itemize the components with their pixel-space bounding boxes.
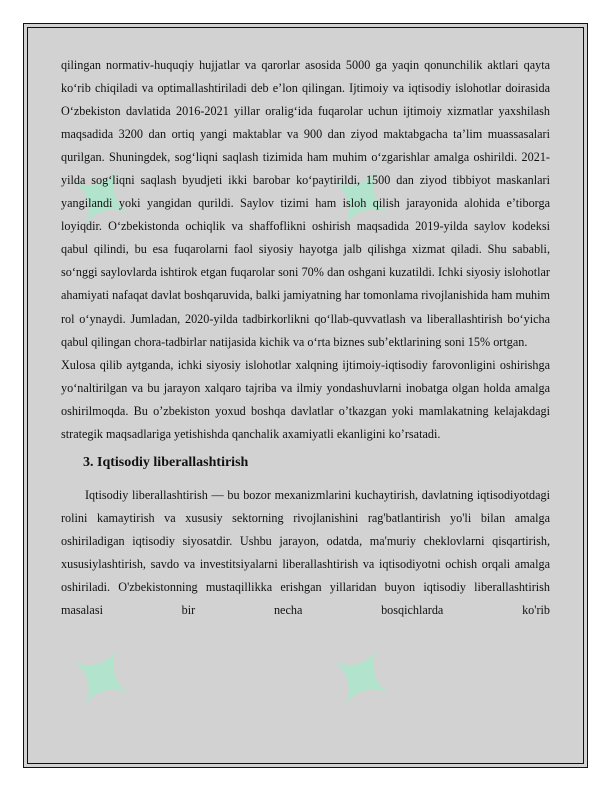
watermark-logo: ✦ (299, 135, 429, 256)
watermark-logo: ✦ (299, 615, 429, 736)
page-frame (23, 23, 588, 768)
paragraph-2: Xulosa qilib aytganda, ichki siyosiy islohotlar xalqning ijtimoiy-iqtisodiy farovonligini oshirishga yo‘naltirilgan va bu jarayon xalqaro tajriba va ilmiy yondashuvlarni inobatga olgan holda amalga oshirilmoqda. Bu o’zbekiston yoxud boshqa davlatlar o’tkazgan yoki mamlakatning kelajakdagi strategik maqsadlariga yetishishda qanchalik axamiyatli ekanligini ko’rsatadi. (61, 357, 550, 441)
section-heading: 3. Iqtisodiy liberallashtirish (83, 454, 249, 470)
watermark-logo: ✦ (39, 135, 169, 256)
watermark-logo: ✦ (39, 615, 169, 736)
paragraph-1: qilingan normativ-huquqiy hujjatlar va qarorlar asosida 5000 ga yaqin qonunchilik aktlari qayta ko‘rib chiqiladi va optimallashtiriladi deb e’lon qilingan. Ijtimoiy va iqtisodiy islohotlar doirasida O‘zbekiston davlatida 2016-2021 yillar oralig‘ida fuqarolar uchun ijtimoiy xizmatlar yaxshilash maqsadida 3200 dan ortiq yangi maktablar va 900 dan ziyod maktabgacha ta’lim muassasalari qurilgan. Shuningdek, sog‘liqni saqlash tizimida ham muhim o‘zgarishlar amalga oshirildi. 2021-yilda sog‘liqni saqlash byudjeti ikki barobar ko‘paytirildi, 1500 dan ziyod tibbiyot maskanlari yangilandi yoki yangidan qurildi. Saylov tizimi ham isloh qilish jarayonida alohida e’tiborga loyiqdir. O‘zbekistonda ochiqlik va shaffoflikni oshirish maqsadida 2019-yilda saylov kodeksi qabul qilindi, bu esa fuqarolarni faol siyosiy hayotga jalb qilishga xizmat qiladi. Shu sababli, so‘nggi saylovlarda ishtirok etgan fuqarolar soni 70% dan oshgani kuzatildi. Ichki siyosiy islohotlar ahamiyati nafaqat davlat boshqaruvida, balki jamiyatning har tomonlama rivojlanishida ham muhim rol o‘ynaydi. Jumladan, 2020-yilda tadbirkorlikni qo‘llab-quvvatlash va liberallashtirish bo‘yicha qabul qilingan chora-tadbirlar natijasida kichik va o‘rta biznes sub’ektlarining soni 15% ortgan. (61, 58, 550, 349)
document-body (61, 54, 550, 622)
paragraph-3: Iqtisodiy liberallashtirish — bu bozor mexanizmlarini kuchaytirish, davlatning iqtisodiyotdagi rolini kamaytirish va xususiy sektorning rivojlanishini rag'batlantirish yo'li bilan amalga oshiriladigan iqtisodiy siyosatdir. Ushbu jarayon, odatda, ma'muriy cheklovlarni qisqartirish, xususiylashtirish, savdo va investitsiyalarni liberallashtirish va iqtisodiyotni ochish orqali amalga oshiriladi. O'zbekistonning mustaqillikka erishgan yillaridan buyon iqtisodiy liberallashtirish masalasi bir necha bosqichlarda ko'rib (61, 487, 550, 618)
